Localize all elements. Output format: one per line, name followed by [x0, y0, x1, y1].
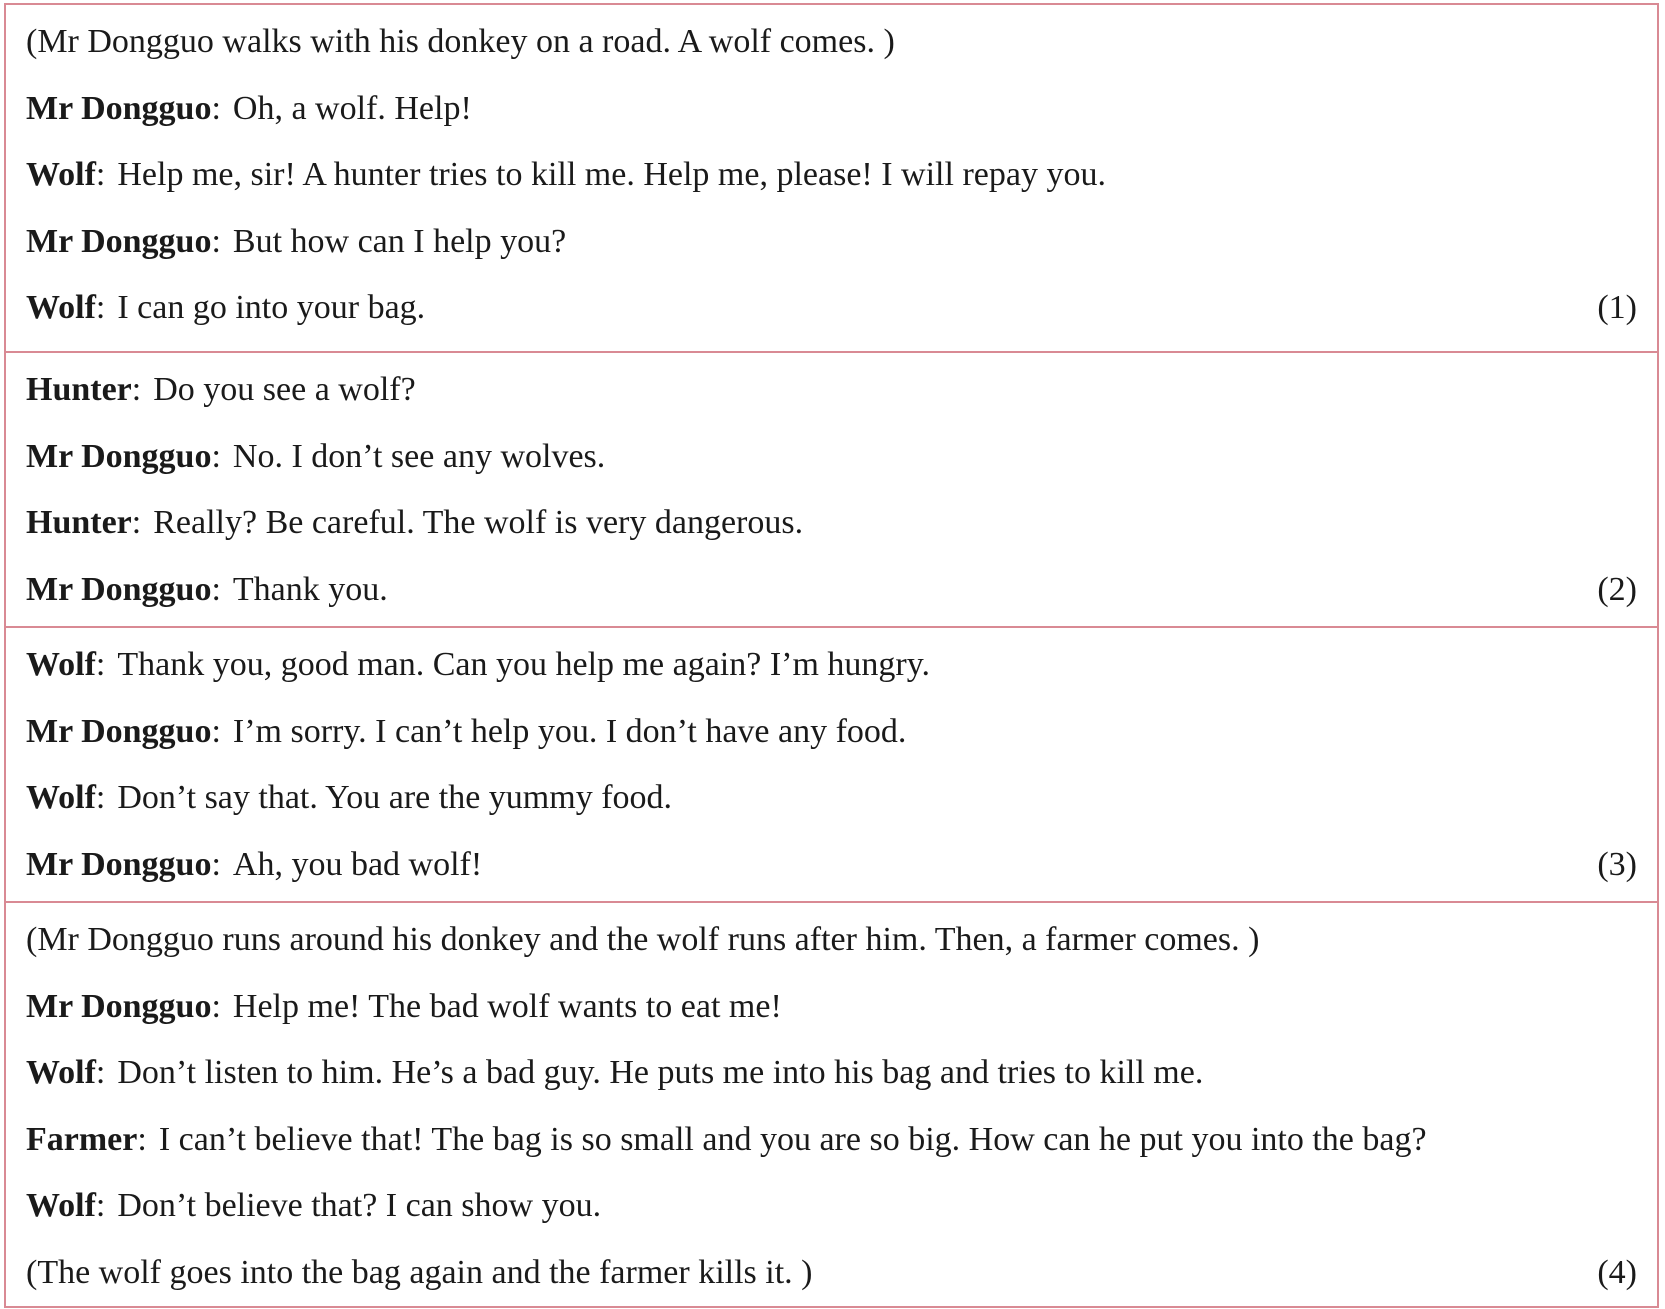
line-text: Really? Be careful. The wolf is very dangerous. — [153, 504, 804, 541]
speaker-name: Hunter — [26, 504, 132, 541]
speaker-colon: : — [137, 1120, 147, 1158]
speaker-name: Hunter — [26, 371, 132, 408]
speaker-colon: : — [95, 289, 106, 326]
speaker-name: Mr Dongguo — [26, 987, 212, 1025]
line-text: Do you see a wolf? — [153, 371, 416, 408]
dialogue-line — [26, 1040, 1637, 1107]
speaker-colon: : — [211, 712, 221, 750]
speaker-colon: : — [211, 437, 221, 475]
scene-number: (4) — [1597, 1253, 1637, 1291]
dialogue-line — [26, 699, 1637, 766]
line-text: Thank you. — [232, 570, 388, 608]
speaker-colon: : — [95, 156, 106, 193]
scene-1 — [6, 9, 1657, 351]
speaker-name: Wolf — [26, 156, 96, 193]
line-text: Don’t believe that? I can show you. — [117, 1187, 602, 1224]
dialogue-line — [26, 490, 1637, 557]
dialogue-line — [26, 357, 1637, 424]
scene-3 — [6, 626, 1657, 901]
speaker-name: Mr Dongguo — [26, 222, 212, 260]
speaker-name: Mr Dongguo — [26, 845, 212, 883]
line-text: (The wolf goes into the bag again and the farmer kills it. ) — [26, 1253, 813, 1291]
speaker-name: Mr Dongguo — [26, 570, 212, 608]
scene-2 — [6, 351, 1657, 626]
speaker-name: Wolf — [26, 1187, 96, 1224]
speaker-name: Farmer — [26, 1120, 138, 1158]
play-script-box — [4, 3, 1659, 1308]
speaker-colon: : — [131, 504, 142, 541]
line-text: (Mr Dongguo runs around his donkey and the wolf runs after him. Then, a farmer comes. ) — [26, 921, 1260, 958]
speaker-colon: : — [95, 1054, 106, 1091]
dialogue-line — [26, 424, 1637, 491]
line-text: Oh, a wolf. Help! — [232, 89, 472, 127]
stage-direction — [26, 1240, 1637, 1307]
dialogue-line — [26, 632, 1637, 699]
speaker-name: Mr Dongguo — [26, 89, 212, 127]
line-text: I can’t believe that! The bag is so small and you are so big. How can he put you into the bag? — [158, 1120, 1427, 1158]
dialogue-line — [26, 76, 1637, 143]
stage-direction — [26, 9, 1637, 76]
line-text: But how can I help you? — [232, 222, 567, 260]
speaker-name: Mr Dongguo — [26, 437, 212, 475]
scene-number: (3) — [1597, 845, 1637, 883]
line-text: Don’t say that. You are the yummy food. — [117, 779, 673, 816]
line-text: I’m sorry. I can’t help you. I don’t have any food. — [232, 712, 907, 750]
scene-4 — [6, 901, 1657, 1306]
speaker-colon: : — [211, 570, 221, 608]
dialogue-line — [26, 1107, 1637, 1174]
speaker-name: Mr Dongguo — [26, 712, 212, 750]
speaker-name: Wolf — [26, 289, 96, 326]
line-text: Ah, you bad wolf! — [232, 845, 483, 883]
line-text: Thank you, good man. Can you help me again? I’m hungry. — [117, 646, 931, 683]
speaker-colon: : — [131, 371, 142, 408]
dialogue-line — [26, 765, 1637, 832]
dialogue-line — [26, 275, 1637, 342]
speaker-name: Wolf — [26, 779, 96, 816]
speaker-name: Wolf — [26, 1054, 96, 1091]
line-text: (Mr Dongguo walks with his donkey on a road. A wolf comes. ) — [26, 23, 895, 60]
line-text: Don’t listen to him. He’s a bad guy. He puts me into his bag and tries to kill me. — [117, 1054, 1204, 1091]
speaker-name: Wolf — [26, 646, 96, 683]
line-text: Help me, sir! A hunter tries to kill me. Help me, please! I will repay you. — [117, 156, 1106, 193]
dialogue-line — [26, 557, 1637, 624]
dialogue-line — [26, 832, 1637, 899]
line-text: Help me! The bad wolf wants to eat me! — [232, 987, 782, 1025]
dialogue-line — [26, 974, 1637, 1041]
speaker-colon: : — [95, 1187, 106, 1224]
speaker-colon: : — [95, 646, 106, 683]
dialogue-line — [26, 142, 1637, 209]
scene-number: (2) — [1597, 570, 1637, 608]
stage-direction — [26, 907, 1637, 974]
line-text: I can go into your bag. — [117, 289, 426, 326]
speaker-colon: : — [211, 89, 221, 127]
speaker-colon: : — [95, 779, 106, 816]
speaker-colon: : — [211, 222, 221, 260]
scene-number: (1) — [1597, 289, 1637, 326]
speaker-colon: : — [211, 987, 221, 1025]
speaker-colon: : — [211, 845, 221, 883]
dialogue-line — [26, 1173, 1637, 1240]
dialogue-line — [26, 209, 1637, 276]
line-text: No. I don’t see any wolves. — [232, 437, 606, 475]
